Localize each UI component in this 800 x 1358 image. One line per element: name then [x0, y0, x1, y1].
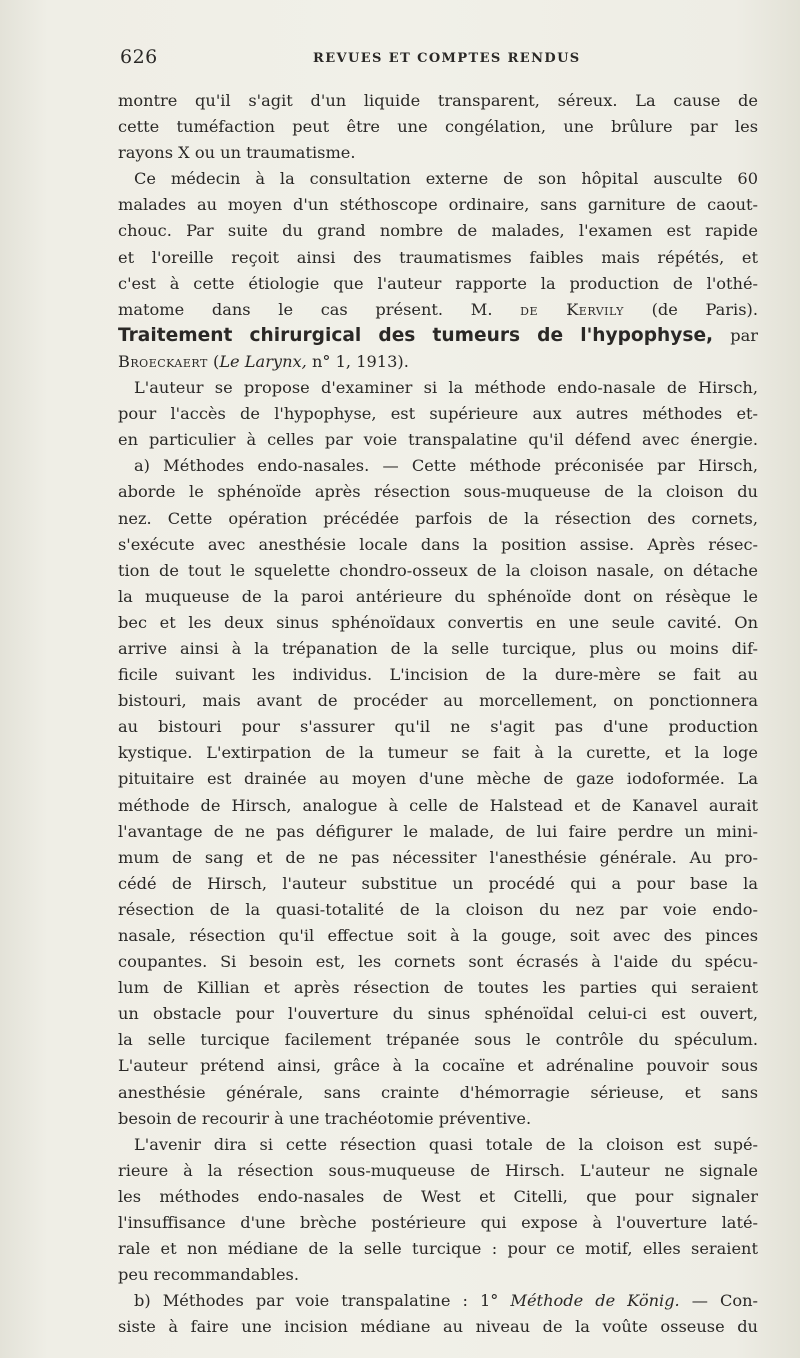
text-line: l'insuffisance d'une brèche postérieure qui expose à l'ouverture laté-: [118, 1213, 758, 1233]
text-line: tion de tout le squelette chondro-osseux de la cloison nasale, on détache: [118, 560, 758, 580]
article-heading: [118, 323, 758, 375]
text-line: kystique. L'extirpation de la tumeur se fait à la curette, et la loge: [118, 743, 758, 763]
text-line: coupantes. Si besoin est, les cornets sont écrasés à l'aide du spécu-: [118, 952, 758, 972]
text-line: un obstacle pour l'ouverture du sinus sphénoïdal celui-ci est ouvert,: [118, 1004, 758, 1024]
text-line: peu recommandables.: [118, 1265, 300, 1285]
text-line: nez. Cette opération précédée parfois de la résection des cornets,: [118, 508, 758, 528]
paragraph-future: [118, 1132, 758, 1289]
text-fragment: matome dans le cas présent.: [118, 299, 444, 319]
text-line: rieure à la résection sous-muqueuse de Hirsch. L'auteur ne signale: [118, 1160, 758, 1180]
text-line: cédé de Hirsch, l'auteur substitue un procédé qui a pour base la: [118, 873, 758, 893]
text-line: a) Méthodes endo-nasales. — Cette méthode préconisée par Hirsch,: [134, 456, 758, 476]
paragraph-endonasal-methods: [118, 453, 758, 1131]
body-text: [118, 88, 758, 1341]
text-line: les méthodes endo-nasales de West et Citelli, que pour signaler: [118, 1186, 758, 1206]
article-source-line: Broeckaert (Le Larynx, n° 1, 1913).: [118, 351, 409, 371]
paragraph-tumefaction: [118, 88, 758, 166]
running-title: REVUES ET COMPTES RENDUS: [313, 51, 581, 66]
signature: M. de Kervily (de Paris).: [470, 299, 758, 319]
text-line: L'auteur prétend ainsi, grâce à la cocaïne et adrénaline pouvoir sous: [118, 1056, 758, 1076]
text-line: cette tuméfaction peut être une congélation, une brûlure par les: [118, 117, 758, 137]
article-title-tail: par: [730, 325, 758, 345]
text-line: Ce médecin à la consultation externe de son hôpital ausculte 60: [134, 169, 758, 189]
text-line: siste à faire une incision médiane au niveau de la voûte osseuse du: [118, 1317, 758, 1337]
article-title-line: [118, 323, 758, 349]
text-line: arrive ainsi à la trépanation de la selle turcique, plus ou moins dif-: [118, 638, 758, 658]
text-line: rayons X ou un traumatisme.: [118, 143, 356, 163]
text-line: montre qu'il s'agit d'un liquide transparent, séreux. La cause de: [118, 91, 758, 110]
text-line: la selle turcique facilement trépanée sous le contrôle du spéculum.: [118, 1030, 758, 1050]
text-line: anesthésie générale, sans crainte d'hémorragie sérieuse, et sans: [118, 1082, 758, 1102]
text-line: malades au moyen d'un stéthoscope ordinaire, sans garniture de caout-: [118, 195, 758, 215]
paragraph-transpalatine: [118, 1288, 758, 1340]
text-line: c'est à cette étiologie que l'auteur rapporte la production de l'othé-: [118, 273, 758, 293]
text-line: bistouri, mais avant de procéder au morcellement, on ponctionnera: [118, 691, 758, 711]
paragraph-intro: [118, 375, 758, 453]
text-line: au bistouri pour s'assurer qu'il ne s'agit pas d'une production: [118, 717, 758, 737]
text-line: la muqueuse de la paroi antérieure du sphénoïde dont on résèque le: [118, 586, 758, 606]
text-line: méthode de Hirsch, analogue à celle de Halstead et de Kanavel aurait: [118, 795, 758, 815]
text-line: L'avenir dira si cette résection quasi totale de la cloison est supé-: [134, 1134, 758, 1154]
page-header: [118, 46, 758, 76]
method-name: Méthode de König.: [510, 1291, 680, 1311]
paragraph-consultation: [118, 166, 758, 323]
text-line: bec et les deux sinus sphénoïdaux convertis en une seule cavité. On: [118, 612, 758, 632]
text-line: s'exécute avec anesthésie locale dans la position assise. Après résec-: [118, 534, 758, 554]
text-line: chouc. Par suite du grand nombre de malades, l'examen est rapide: [118, 221, 758, 241]
text-line: nasale, résection qu'il effectue soit à la gouge, soit avec des pinces: [118, 926, 758, 945]
text-line: mum de sang et de ne pas nécessiter l'anesthésie générale. Au pro-: [118, 847, 758, 867]
author-name: de Kervily: [520, 299, 624, 319]
text-line: aborde le sphénoïde après résection sous-muqueuse de la cloison du: [118, 482, 758, 502]
journal-name: Le Larynx,: [219, 351, 307, 371]
text-line: pour l'accès de l'hypophyse, est supérieure aux autres méthodes et-: [118, 404, 758, 424]
text-line: lum de Killian et après résection de toutes les parties qui seraient: [118, 978, 758, 998]
page-number: 626: [120, 46, 158, 68]
article-author: Broeckaert: [118, 351, 208, 371]
text-line: résection de la quasi-totalité de la cloison du nez par voie endo-: [118, 899, 758, 919]
journal-details: n° 1, 1913).: [311, 351, 409, 371]
text-line-with-signature: [118, 297, 758, 323]
text-line: b) Méthodes par voie transpalatine : 1° Méthode de König. — Con-: [134, 1291, 758, 1311]
text-line: L'auteur se propose d'examiner si la méthode endo-nasale de Hirsch,: [134, 378, 758, 398]
text-line: et l'oreille reçoit ainsi des traumatismes faibles mais répétés, et: [118, 247, 758, 267]
article-title: Traitement chirurgical des tumeurs de l'hypophyse,: [118, 324, 714, 346]
text-line: rale et non médiane de la selle turcique : pour ce motif, elles seraient: [118, 1239, 758, 1259]
text-line: pituitaire est drainée au moyen d'une mèche de gaze iodoformée. La: [118, 769, 758, 789]
text-line: ficile suivant les individus. L'incision de la dure-mère se fait au: [118, 665, 758, 685]
text-line: en particulier à celles par voie transpalatine qu'il défend avec énergie.: [118, 430, 758, 450]
text-line: besoin de recourir à une trachéotomie préventive.: [118, 1108, 532, 1128]
text-line: l'avantage de ne pas défigurer le malade, de lui faire perdre un mini-: [118, 821, 758, 841]
